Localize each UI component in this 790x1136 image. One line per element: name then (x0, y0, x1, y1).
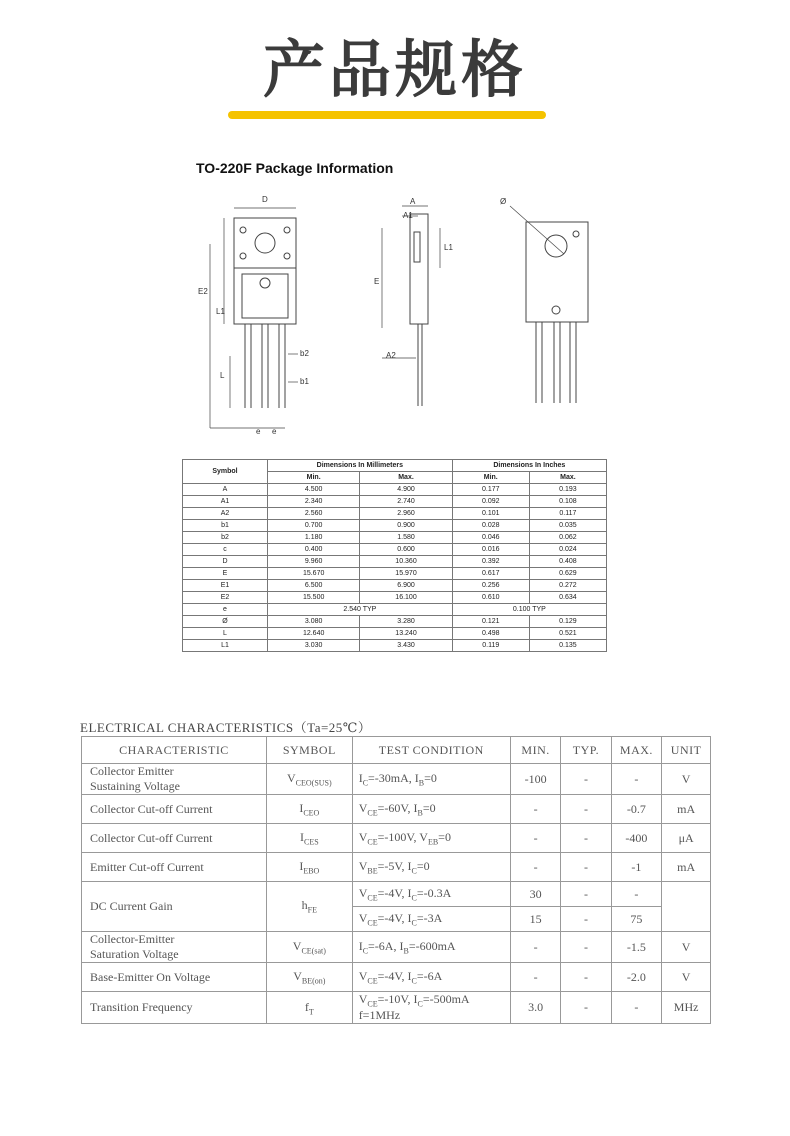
elec-characteristic-line1: Collector Cut-off Current (90, 801, 213, 816)
dim-in-max: 0.629 (529, 568, 606, 580)
elec-symbol-sub: T (308, 1006, 314, 1016)
elec-symbol-base: V (293, 968, 302, 983)
dim-mm-typ: 2.540 TYP (268, 604, 453, 616)
elec-header-typ: TYP. (561, 737, 611, 764)
side-view-body (410, 214, 428, 324)
dim-symbol: E (183, 568, 268, 580)
elec-test-condition (352, 992, 510, 1024)
dim-mm-min: 4.500 (268, 484, 360, 496)
elec-characteristic-line1: Emitter Cut-off Current (90, 859, 204, 874)
elec-symbol-sub: FE (307, 905, 317, 915)
dim-label-a: A (410, 197, 416, 206)
elec-characteristic-line1: Base-Emitter On Voltage (90, 969, 211, 984)
dim-mm-min: 0.700 (268, 520, 360, 532)
elec-characteristic-line1: Transition Frequency (90, 1000, 193, 1015)
dim-label-l1: L1 (216, 307, 225, 316)
elec-test-condition: $I_C=-6A$, $I_B=-600mA$ (352, 932, 510, 963)
dim-header-mm-max: Max. (360, 472, 452, 484)
elec-typ: - (561, 764, 611, 795)
dim-in-max: 0.634 (529, 592, 606, 604)
elec-symbol-sub: BE(on) (301, 976, 326, 986)
dim-in-min: 0.016 (452, 544, 529, 556)
elec-header-row (82, 737, 711, 764)
elec-characteristic (82, 824, 267, 853)
elec-characteristic (82, 992, 267, 1024)
elec-unit (662, 882, 711, 932)
dim-mm-max: 0.600 (360, 544, 452, 556)
dim-header-in-max: Max. (529, 472, 606, 484)
elec-typ: - (561, 963, 611, 992)
dim-label-e-1: e (256, 427, 261, 436)
elec-test-condition: $I_C=-30mA$, $I_B=0$ (352, 764, 510, 795)
front-view-body (234, 268, 296, 324)
dim-in-min: 0.101 (452, 508, 529, 520)
elec-header-min: MIN. (510, 737, 560, 764)
elec-symbol-base: I (299, 800, 304, 815)
dim-mm-min: 12.640 (268, 628, 360, 640)
elec-symbol-base: h (301, 898, 308, 913)
elec-characteristic-line1: Collector Cut-off Current (90, 830, 213, 845)
elec-characteristic-line1: Collector-Emitter (90, 932, 175, 946)
dim-label-d: D (262, 195, 268, 204)
dim-mm-min: 15.500 (268, 592, 360, 604)
dim-in-min: 0.119 (452, 640, 529, 652)
dim-label-a1: A1 (403, 211, 413, 220)
elec-symbol-sub: CE(sat) (301, 946, 326, 956)
elec-header-characteristic: CHARACTERISTIC (82, 737, 267, 764)
elec-unit: V (662, 932, 711, 963)
dim-in-min: 0.092 (452, 496, 529, 508)
dim-mm-max: 15.970 (360, 568, 452, 580)
elec-symbol (266, 824, 352, 853)
dim-in-min: 0.498 (452, 628, 529, 640)
elec-max: - (611, 882, 662, 907)
dim-symbol: A1 (183, 496, 268, 508)
elec-symbol (266, 853, 352, 882)
elec-typ: - (561, 992, 611, 1024)
elec-min: - (510, 932, 560, 963)
title-underline (228, 111, 546, 119)
elec-symbol-sub: CEO (303, 808, 320, 818)
elec-unit: MHz (662, 992, 711, 1024)
elec-test-condition-line1: $V_{CE}=-10V$, $I_C=-500mA$ (358, 992, 470, 1009)
dim-row (183, 592, 607, 604)
elec-typ: - (561, 882, 611, 907)
elec-characteristic-line2: Saturation Voltage (90, 947, 179, 961)
elec-unit: V (662, 963, 711, 992)
dim-label-a2: A2 (386, 351, 396, 360)
dim-symbol: E2 (183, 592, 268, 604)
elec-row (82, 963, 711, 992)
elec-typ: - (561, 824, 611, 853)
elec-max: -1 (611, 853, 662, 882)
elec-symbol-sub: CEO(SUS) (295, 778, 332, 788)
package-drawings (190, 188, 610, 443)
elec-header-test-condition: TEST CONDITION (352, 737, 510, 764)
elec-typ: - (561, 932, 611, 963)
dim-symbol: e (183, 604, 268, 616)
dim-row (183, 508, 607, 520)
dim-row (183, 640, 607, 652)
dim-label-b1: b1 (300, 377, 309, 386)
elec-typ: - (561, 795, 611, 824)
dim-in-min: 0.256 (452, 580, 529, 592)
electrical-characteristics-table (81, 736, 711, 1024)
dim-mm-min: 3.030 (268, 640, 360, 652)
dim-label-l1-side: L1 (444, 243, 453, 252)
dim-mm-min: 2.560 (268, 508, 360, 520)
elec-symbol-base: V (286, 770, 296, 785)
dim-symbol: E1 (183, 580, 268, 592)
elec-max: - (611, 992, 662, 1024)
dim-mm-min: 2.340 (268, 496, 360, 508)
dim-header-in-min: Min. (452, 472, 529, 484)
dim-in-min: 0.392 (452, 556, 529, 568)
elec-row (82, 824, 711, 853)
dim-row (183, 604, 607, 616)
dim-row (183, 580, 607, 592)
elec-test-condition-line2: f=1MHz (358, 1008, 401, 1023)
elec-max: 75 (611, 907, 662, 932)
dim-row (183, 568, 607, 580)
dim-header-inch: Dimensions In Inches (452, 460, 606, 472)
dim-label-e-2: e (272, 427, 277, 436)
dim-header-mm: Dimensions In Millimeters (268, 460, 453, 472)
elec-symbol (266, 992, 352, 1024)
dim-symbol: A (183, 484, 268, 496)
front-mount-hole (255, 233, 275, 253)
elec-min: - (510, 963, 560, 992)
dim-symbol: b2 (183, 532, 268, 544)
elec-unit: mA (662, 853, 711, 882)
dim-row (183, 556, 607, 568)
elec-test-condition: $V_{CE}=-4V$, $I_C=-3A$ (352, 907, 510, 932)
dim-mm-max: 16.100 (360, 592, 452, 604)
elec-characteristic (82, 764, 267, 795)
elec-min: 30 (510, 882, 560, 907)
elec-min: - (510, 795, 560, 824)
dim-in-max: 0.035 (529, 520, 606, 532)
elec-header-unit: UNIT (662, 737, 711, 764)
elec-min: 3.0 (510, 992, 560, 1024)
dim-mm-max: 3.280 (360, 616, 452, 628)
electrical-caption: ELECTRICAL CHARACTERISTICS（Ta=25℃） (80, 720, 372, 735)
elec-test-condition: $V_{BE}=-5V$, $I_C=0$ (352, 853, 510, 882)
elec-max: -1.5 (611, 932, 662, 963)
elec-symbol-base: I (299, 829, 304, 844)
elec-max: -2.0 (611, 963, 662, 992)
dim-header-symbol: Symbol (183, 460, 268, 484)
dim-label-b2: b2 (300, 349, 309, 358)
elec-test-condition: $V_{CE}=-100V$, $V_{EB}=0$ (352, 824, 510, 853)
elec-row (82, 992, 711, 1024)
package-heading: TO-220F Package Information (196, 160, 394, 176)
dim-in-max: 0.193 (529, 484, 606, 496)
dim-in-max: 0.117 (529, 508, 606, 520)
elec-symbol (266, 882, 352, 932)
dim-row (183, 616, 607, 628)
dim-mm-min: 1.180 (268, 532, 360, 544)
dim-row (183, 532, 607, 544)
elec-test-condition: $V_{CE}=-60V$, $I_B=0$ (352, 795, 510, 824)
elec-symbol-base: V (292, 938, 302, 953)
dim-in-max: 0.272 (529, 580, 606, 592)
elec-symbol-base: I (299, 858, 304, 873)
elec-symbol (266, 795, 352, 824)
dim-in-max: 0.408 (529, 556, 606, 568)
dim-in-max: 0.062 (529, 532, 606, 544)
dim-symbol: c (183, 544, 268, 556)
dim-in-min: 0.046 (452, 532, 529, 544)
package-outline-svg (190, 188, 610, 443)
elec-row (82, 932, 711, 963)
dim-label-phi: Ø (500, 197, 507, 206)
dim-symbol: A2 (183, 508, 268, 520)
elec-characteristic (82, 853, 267, 882)
elec-row (82, 795, 711, 824)
dim-mm-max: 2.740 (360, 496, 452, 508)
elec-typ: - (561, 907, 611, 932)
dim-in-max: 0.129 (529, 616, 606, 628)
dim-row (183, 484, 607, 496)
elec-header-max: MAX. (611, 737, 662, 764)
dim-row (183, 628, 607, 640)
elec-row (82, 764, 711, 795)
page-title: 产品规格 (262, 33, 527, 106)
dim-mm-max: 13.240 (360, 628, 452, 640)
dim-symbol: L1 (183, 640, 268, 652)
elec-test-condition: $V_{CE}=-4V$, $I_C=-6A$ (352, 963, 510, 992)
elec-symbol (266, 764, 352, 795)
dim-header-mm-min: Min. (268, 472, 360, 484)
elec-characteristic (82, 963, 267, 992)
elec-min: - (510, 853, 560, 882)
dim-in-max: 0.135 (529, 640, 606, 652)
elec-unit: V (662, 764, 711, 795)
dim-in-max: 0.108 (529, 496, 606, 508)
elec-characteristic (82, 882, 267, 932)
elec-symbol-base: f (304, 999, 309, 1014)
elec-characteristic-line1: Collector Emitter (90, 764, 174, 778)
dim-in-min: 0.121 (452, 616, 529, 628)
dim-mm-max: 1.580 (360, 532, 452, 544)
elec-min: -100 (510, 764, 560, 795)
dim-in-min: 0.177 (452, 484, 529, 496)
dim-symbol: L (183, 628, 268, 640)
dim-in-typ: 0.100 TYP (452, 604, 606, 616)
elec-unit: μA (662, 824, 711, 853)
elec-unit: mA (662, 795, 711, 824)
dim-mm-max: 10.360 (360, 556, 452, 568)
elec-max: - (611, 764, 662, 795)
back-view-body (526, 222, 588, 322)
elec-test-condition: $V_{CE}=-4V$, $I_C=-0.3A$ (352, 882, 510, 907)
elec-row (82, 853, 711, 882)
elec-header-symbol: SYMBOL (266, 737, 352, 764)
dim-label-e2: E2 (198, 287, 208, 296)
dim-row (183, 520, 607, 532)
front-view-tab (234, 218, 296, 268)
elec-symbol (266, 963, 352, 992)
dim-mm-min: 3.080 (268, 616, 360, 628)
dim-label-e: E (374, 277, 380, 286)
dim-mm-min: 0.400 (268, 544, 360, 556)
elec-min: 15 (510, 907, 560, 932)
dim-header-row (183, 460, 607, 472)
dim-row (183, 496, 607, 508)
elec-symbol-sub: CES (303, 837, 319, 847)
dim-in-min: 0.610 (452, 592, 529, 604)
elec-typ: - (561, 853, 611, 882)
dimensions-table (182, 459, 607, 652)
dim-mm-min: 6.500 (268, 580, 360, 592)
dim-label-l: L (220, 371, 225, 380)
dim-mm-max: 4.900 (360, 484, 452, 496)
elec-max: -400 (611, 824, 662, 853)
dim-row (183, 544, 607, 556)
elec-min: - (510, 824, 560, 853)
dim-in-max: 0.521 (529, 628, 606, 640)
dim-mm-min: 9.960 (268, 556, 360, 568)
dim-mm-max: 2.960 (360, 508, 452, 520)
dim-in-max: 0.024 (529, 544, 606, 556)
elec-symbol-sub: EBO (303, 866, 320, 876)
dim-in-min: 0.028 (452, 520, 529, 532)
dim-mm-max: 3.430 (360, 640, 452, 652)
elec-max: -0.7 (611, 795, 662, 824)
elec-row (82, 882, 711, 907)
elec-symbol (266, 932, 352, 963)
dim-symbol: b1 (183, 520, 268, 532)
dim-in-min: 0.617 (452, 568, 529, 580)
dim-mm-min: 15.670 (268, 568, 360, 580)
elec-characteristic (82, 932, 267, 963)
elec-characteristic (82, 795, 267, 824)
dim-symbol: Ø (183, 616, 268, 628)
elec-characteristic-line2: Sustaining Voltage (90, 779, 180, 793)
dim-mm-max: 6.900 (360, 580, 452, 592)
dim-symbol: D (183, 556, 268, 568)
elec-characteristic-line1: DC Current Gain (90, 899, 173, 913)
dim-mm-max: 0.900 (360, 520, 452, 532)
